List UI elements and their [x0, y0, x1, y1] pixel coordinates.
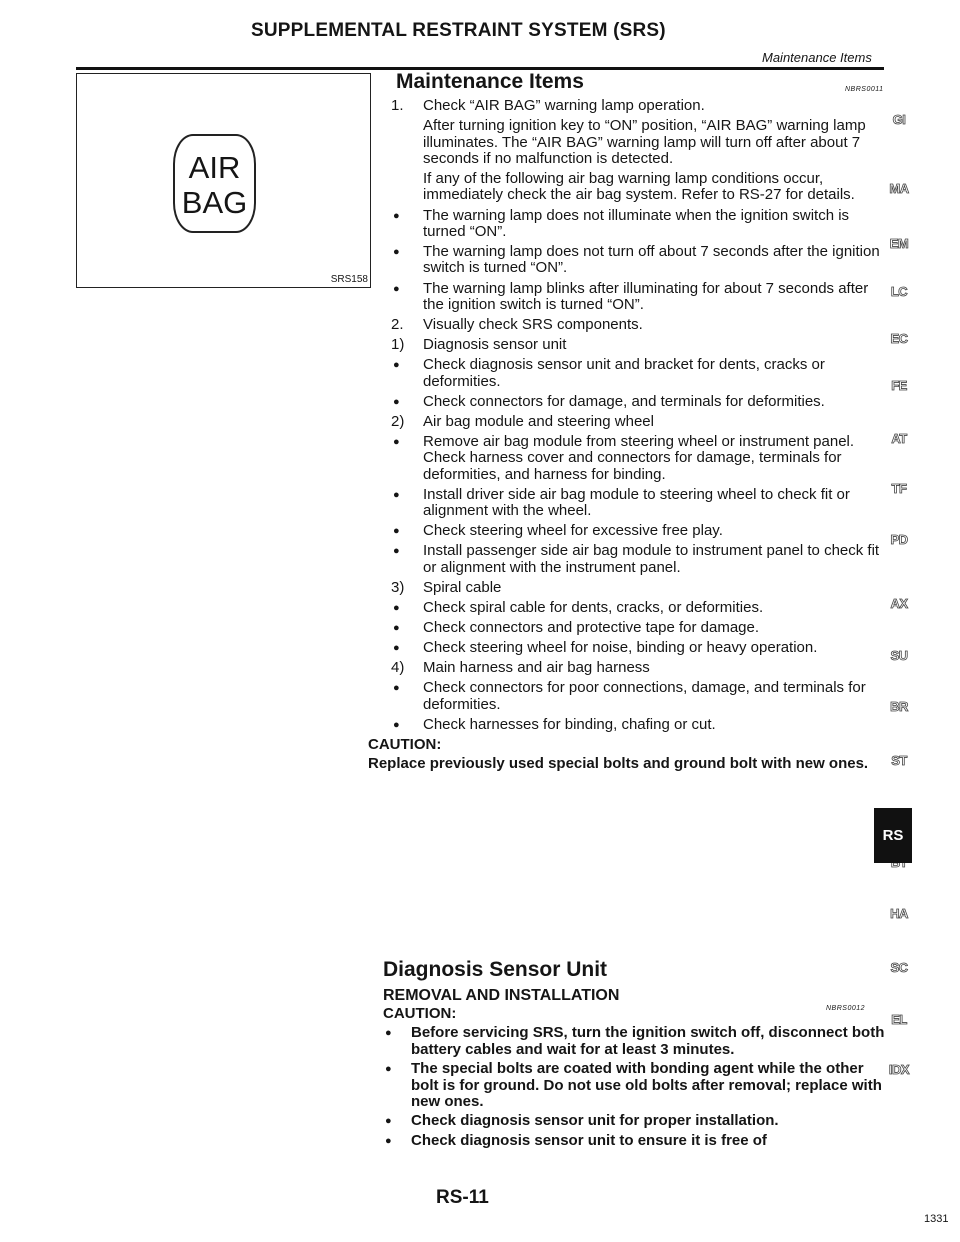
section-tab-br[interactable]: BR	[890, 699, 908, 714]
bullet-item	[368, 543, 890, 576]
bullet-item	[368, 717, 890, 733]
section-title-maintenance: Maintenance Items	[396, 70, 584, 93]
section-tab-ax[interactable]: AX	[890, 596, 908, 611]
item-text: Before servicing SRS, turn the ignition switch off, disconnect both battery cables and wait for at least 3 minutes.	[411, 1024, 885, 1058]
list-item	[368, 118, 890, 167]
list-item	[368, 660, 890, 676]
sensor-caution-heading: CAUTION:	[383, 1005, 457, 1022]
bullet-marker: ●	[385, 1027, 392, 1040]
page-header-title: SUPPLEMENTAL RESTRAINT SYSTEM (SRS)	[251, 20, 666, 41]
bullet-marker: ●	[393, 359, 400, 372]
bullet-marker: ●	[393, 246, 400, 258]
bullet-item	[368, 434, 890, 483]
list-number: 2)	[391, 412, 405, 430]
list-number: 1)	[391, 336, 405, 354]
bullet-item	[368, 208, 890, 241]
item-text: Install driver side air bag module to steering wheel to check fit or alignment with the wheel.	[423, 485, 850, 520]
sensor-bullet-list	[383, 1025, 890, 1149]
item-text: After turning ignition key to “ON” position, “AIR BAG” warning lamp illuminates. The “AIR BAG” warning lamp will turn off after about 7 seconds if no malfunction is detected.	[423, 117, 866, 167]
subsection-title-removal: REMOVAL AND INSTALLATION	[383, 987, 620, 1004]
bullet-marker: ●	[393, 682, 400, 695]
list-item	[368, 414, 890, 430]
item-text: Check spiral cable for dents, cracks, or deformities.	[423, 598, 764, 616]
section-code-maintenance: NBRS0011	[845, 86, 884, 93]
bullet-marker: ●	[393, 395, 400, 408]
list-item	[368, 317, 890, 333]
sensor-bullet-item	[383, 1061, 890, 1110]
bullet-marker: ●	[393, 601, 400, 614]
bullet-marker: ●	[393, 435, 400, 448]
item-text: Check steering wheel for excessive free play.	[423, 522, 723, 540]
item-text: Check connectors for poor connections, damage, and terminals for deformities.	[423, 679, 866, 713]
icon-text-bag: BAG	[181, 185, 248, 220]
item-text: Check connectors and protective tape for damage.	[423, 619, 760, 637]
caution-text: Replace previously used special bolts and ground bolt with new ones.	[368, 755, 869, 773]
bullet-marker: ●	[393, 282, 400, 295]
bullet-item	[368, 620, 890, 636]
section-tab-lc[interactable]: LC	[890, 284, 908, 299]
bullet-item	[368, 600, 890, 616]
item-text: The warning lamp blinks after illuminating for about 7 seconds after the ignition switch is turned “ON”.	[423, 279, 869, 313]
bullet-item	[368, 523, 890, 539]
section-tab-st[interactable]: ST	[891, 753, 907, 768]
item-text: Main harness and air bag harness	[423, 659, 650, 677]
section-code-sensor: NBRS0012	[826, 1005, 866, 1012]
section-title-sensor: Diagnosis Sensor Unit	[383, 958, 608, 981]
section-tab-sc[interactable]: SC	[890, 960, 908, 975]
bullet-item	[368, 244, 890, 277]
item-text: Spiral cable	[423, 578, 502, 596]
airbag-warning-icon	[173, 134, 256, 233]
list-number: 4)	[391, 659, 405, 677]
bullet-item	[368, 394, 890, 410]
list-item	[368, 98, 890, 114]
bullet-marker: ●	[393, 718, 400, 731]
maintenance-list	[368, 98, 890, 733]
section-tab-su[interactable]: SU	[890, 648, 908, 663]
page-header-section: Maintenance Items	[762, 50, 872, 65]
sensor-bullet-item	[383, 1133, 890, 1149]
section-tab-pd[interactable]: PD	[890, 532, 908, 547]
bullet-item	[368, 487, 890, 520]
section-tab-el[interactable]: EL	[891, 1012, 907, 1027]
page-label: RS-11	[436, 1187, 489, 1208]
section-tab-ma[interactable]: MA	[889, 181, 909, 196]
section-tab-idx[interactable]: IDX	[888, 1062, 910, 1077]
section-tab-gi[interactable]: GI	[892, 112, 906, 127]
active-section-tab[interactable]: RS	[874, 808, 912, 863]
sensor-bullet-item	[383, 1113, 890, 1129]
item-text: Air bag module and steering wheel	[423, 412, 654, 430]
item-text: Check “AIR BAG” warning lamp operation.	[423, 97, 705, 114]
bullet-item	[368, 640, 890, 656]
item-text: Install passenger side air bag module to instrument panel to check fit or alignment with the instrument panel.	[423, 542, 880, 576]
caution-heading: CAUTION:	[368, 735, 442, 753]
list-number: 3)	[391, 578, 405, 596]
bullet-marker: ●	[393, 545, 400, 558]
item-text: The warning lamp does not turn off about 7 seconds after the ignition switch is turned “ON”.	[423, 243, 880, 277]
bullet-marker: ●	[393, 488, 400, 501]
section-tab-fe[interactable]: FE	[891, 378, 907, 393]
item-text: Diagnosis sensor unit	[423, 336, 567, 354]
item-text: Check steering wheel for noise, binding or heavy operation.	[423, 639, 818, 657]
item-text: Check diagnosis sensor unit to ensure it is free of	[411, 1131, 767, 1149]
bullet-marker: ●	[385, 1063, 392, 1076]
figure-code: SRS158	[330, 274, 368, 285]
item-text: The special bolts are coated with bonding agent while the other bolt is for ground. Do not use old bolts after removal; replace with new ones.	[411, 1060, 882, 1111]
bullet-marker: ●	[385, 1115, 392, 1128]
sensor-bullet-item	[383, 1025, 890, 1058]
icon-text-air: AIR	[188, 150, 241, 185]
bullet-marker: ●	[385, 1134, 392, 1147]
section-tab-em[interactable]: EM	[889, 236, 909, 251]
item-text: Visually check SRS components.	[423, 316, 643, 333]
bullet-item	[368, 357, 890, 390]
airbag-lamp-figure	[76, 73, 371, 288]
page-number: 1331	[924, 1213, 949, 1225]
item-text: Check harnesses for binding, chafing or cut.	[423, 715, 716, 733]
list-item	[368, 580, 890, 596]
section-tab-tf[interactable]: TF	[891, 481, 907, 496]
sensor-body	[383, 1006, 890, 1152]
bullet-item	[368, 680, 890, 713]
list-number: 1.	[391, 97, 404, 114]
item-text: Check diagnosis sensor unit and bracket for dents, cracks or deformities.	[423, 356, 825, 390]
list-number: 2.	[391, 316, 404, 333]
item-text: Check diagnosis sensor unit for proper installation.	[411, 1112, 779, 1130]
list-item	[368, 337, 890, 353]
section-tab-ec[interactable]: EC	[890, 331, 908, 346]
bullet-marker: ●	[393, 642, 400, 655]
bullet-marker: ●	[393, 209, 400, 222]
bullet-item	[368, 281, 890, 314]
item-text: The warning lamp does not illuminate when the ignition switch is turned “ON”.	[423, 206, 850, 240]
section-tab-at[interactable]: AT	[891, 431, 907, 446]
item-text: Check connectors for damage, and terminals for deformities.	[423, 392, 825, 410]
item-text: If any of the following air bag warning lamp conditions occur, immediately check the air bag system. Refer to RS-27 for details.	[423, 170, 855, 204]
maintenance-body	[368, 98, 890, 773]
list-item	[368, 171, 890, 204]
section-tab-ha[interactable]: HA	[890, 906, 908, 921]
item-text: Remove air bag module from steering wheel or instrument panel. Check harness cover and connectors for damage, terminals for deformities, and harness for binding.	[423, 432, 855, 483]
bullet-marker: ●	[393, 525, 400, 538]
bullet-marker: ●	[393, 622, 400, 635]
